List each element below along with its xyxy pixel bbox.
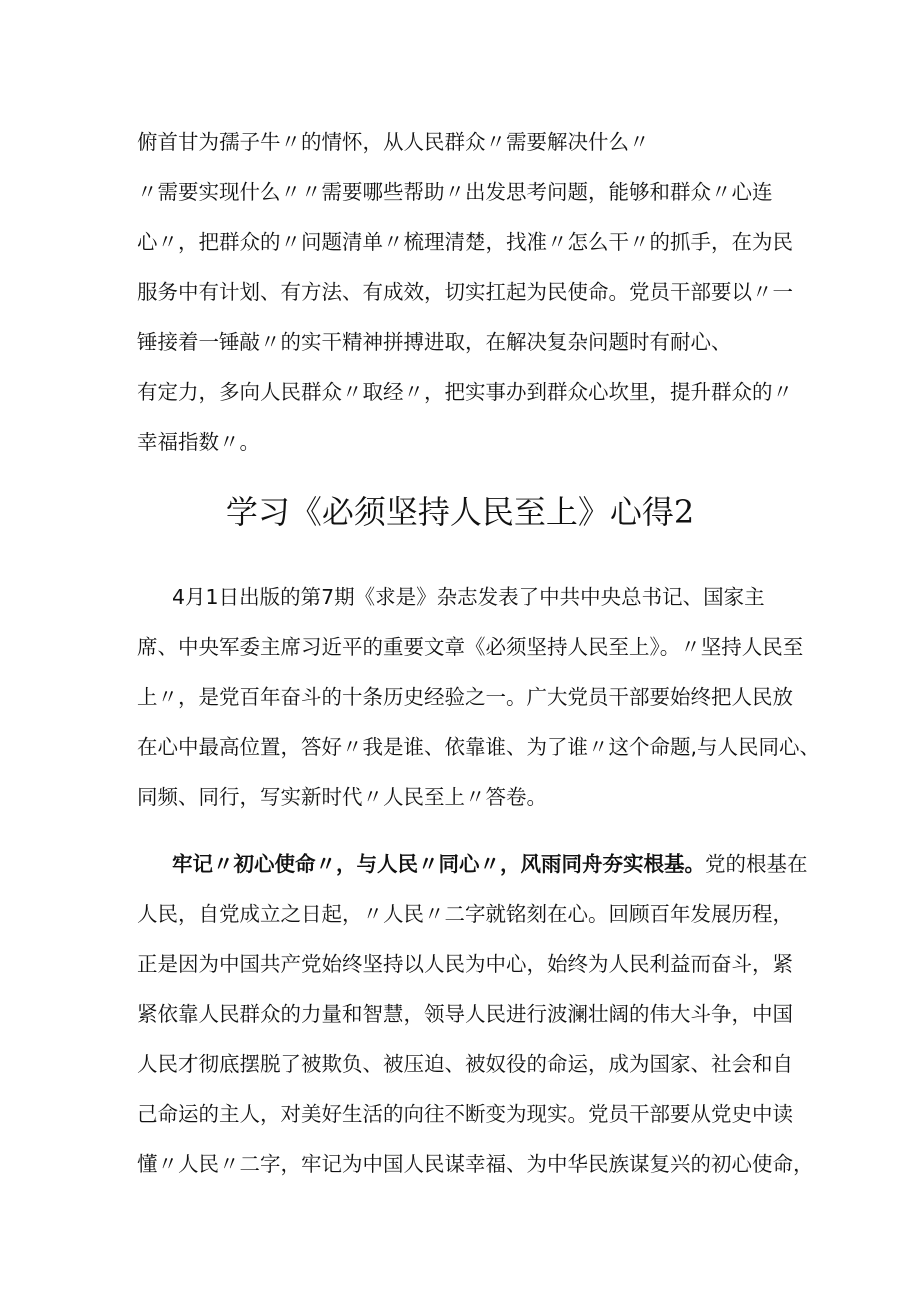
fragment-line-1: 俯首甘为孺子牛〃的情怀，从人民群众〃需要解决什么〃 [137,130,650,154]
fragment-line-5: 锤接着一锤敲〃的实干精神拼搏进取，在解决复杂问题时有耐心、 [137,330,732,354]
intro-line-1: 4月1日出版的第7期《求是》杂志发表了中共中央总书记、国家主 [172,585,765,609]
fragment-line-7: 幸福指数〃。 [137,430,260,454]
intro-line-5: 同频、同行，写实新时代〃人民至上〃答卷。 [137,785,547,809]
intro-line-2: 席、中央军委主席习近平的重要文章《必须坚持人民至上》。〃坚持人民至 [137,635,804,659]
fragment-line-4: 服务中有计划、有方法、有成效，切实扛起为民使命。党员干部要以〃一 [137,280,793,304]
section-first-line [172,850,808,878]
fragment-line-2: 〃需要实现什么〃〃需要哪些帮助〃出发思考问题，能够和群众〃心连 [137,180,773,204]
section-line-3: 正是因为中国共产党始终坚持以人民为中心，始终为人民利益而奋斗，紧 [137,952,793,976]
section-line-7: 懂〃人民〃二字，牢记为中国人民谋幸福、为中华民族谋复兴的初心使命， [137,1152,814,1176]
section-heading: 牢记〃初心使命〃，与人民〃同心〃，风雨同舟夯实根基。 [172,852,705,876]
section-first-line-rest: 党的根基在 [705,852,808,876]
section-line-6: 己命运的主人，对美好生活的向往不断变为现实。党员干部要从党史中读 [137,1102,793,1126]
section-line-4: 紧依靠人民群众的力量和智慧，领导人民进行波澜壮阔的伟大斗争，中国 [137,1002,793,1026]
fragment-line-6: 有定力，多向人民群众〃取经〃，把实事办到群众心坎里，提升群众的〃 [137,380,793,404]
intro-line-3: 上〃，是党百年奋斗的十条历史经验之一。广大党员干部要始终把人民放 [137,685,793,709]
intro-line-4: 在心中最高位置，答好〃我是谁、依靠谁、为了谁〃这个命题,与人民同心、 [137,735,821,759]
section-line-5: 人民才彻底摆脱了被欺负、被压迫、被奴役的命运，成为国家、社会和自 [137,1052,793,1076]
section-line-2: 人民，自党成立之日起，〃人民〃二字就铭刻在心。回顾百年发展历程， [137,902,793,926]
fragment-line-3: 心〃，把群众的〃问题清单〃梳理清楚，找准〃怎么干〃的抓手，在为民 [137,230,793,254]
page-title: 学习《必须坚持人民至上》心得2 [225,493,695,531]
